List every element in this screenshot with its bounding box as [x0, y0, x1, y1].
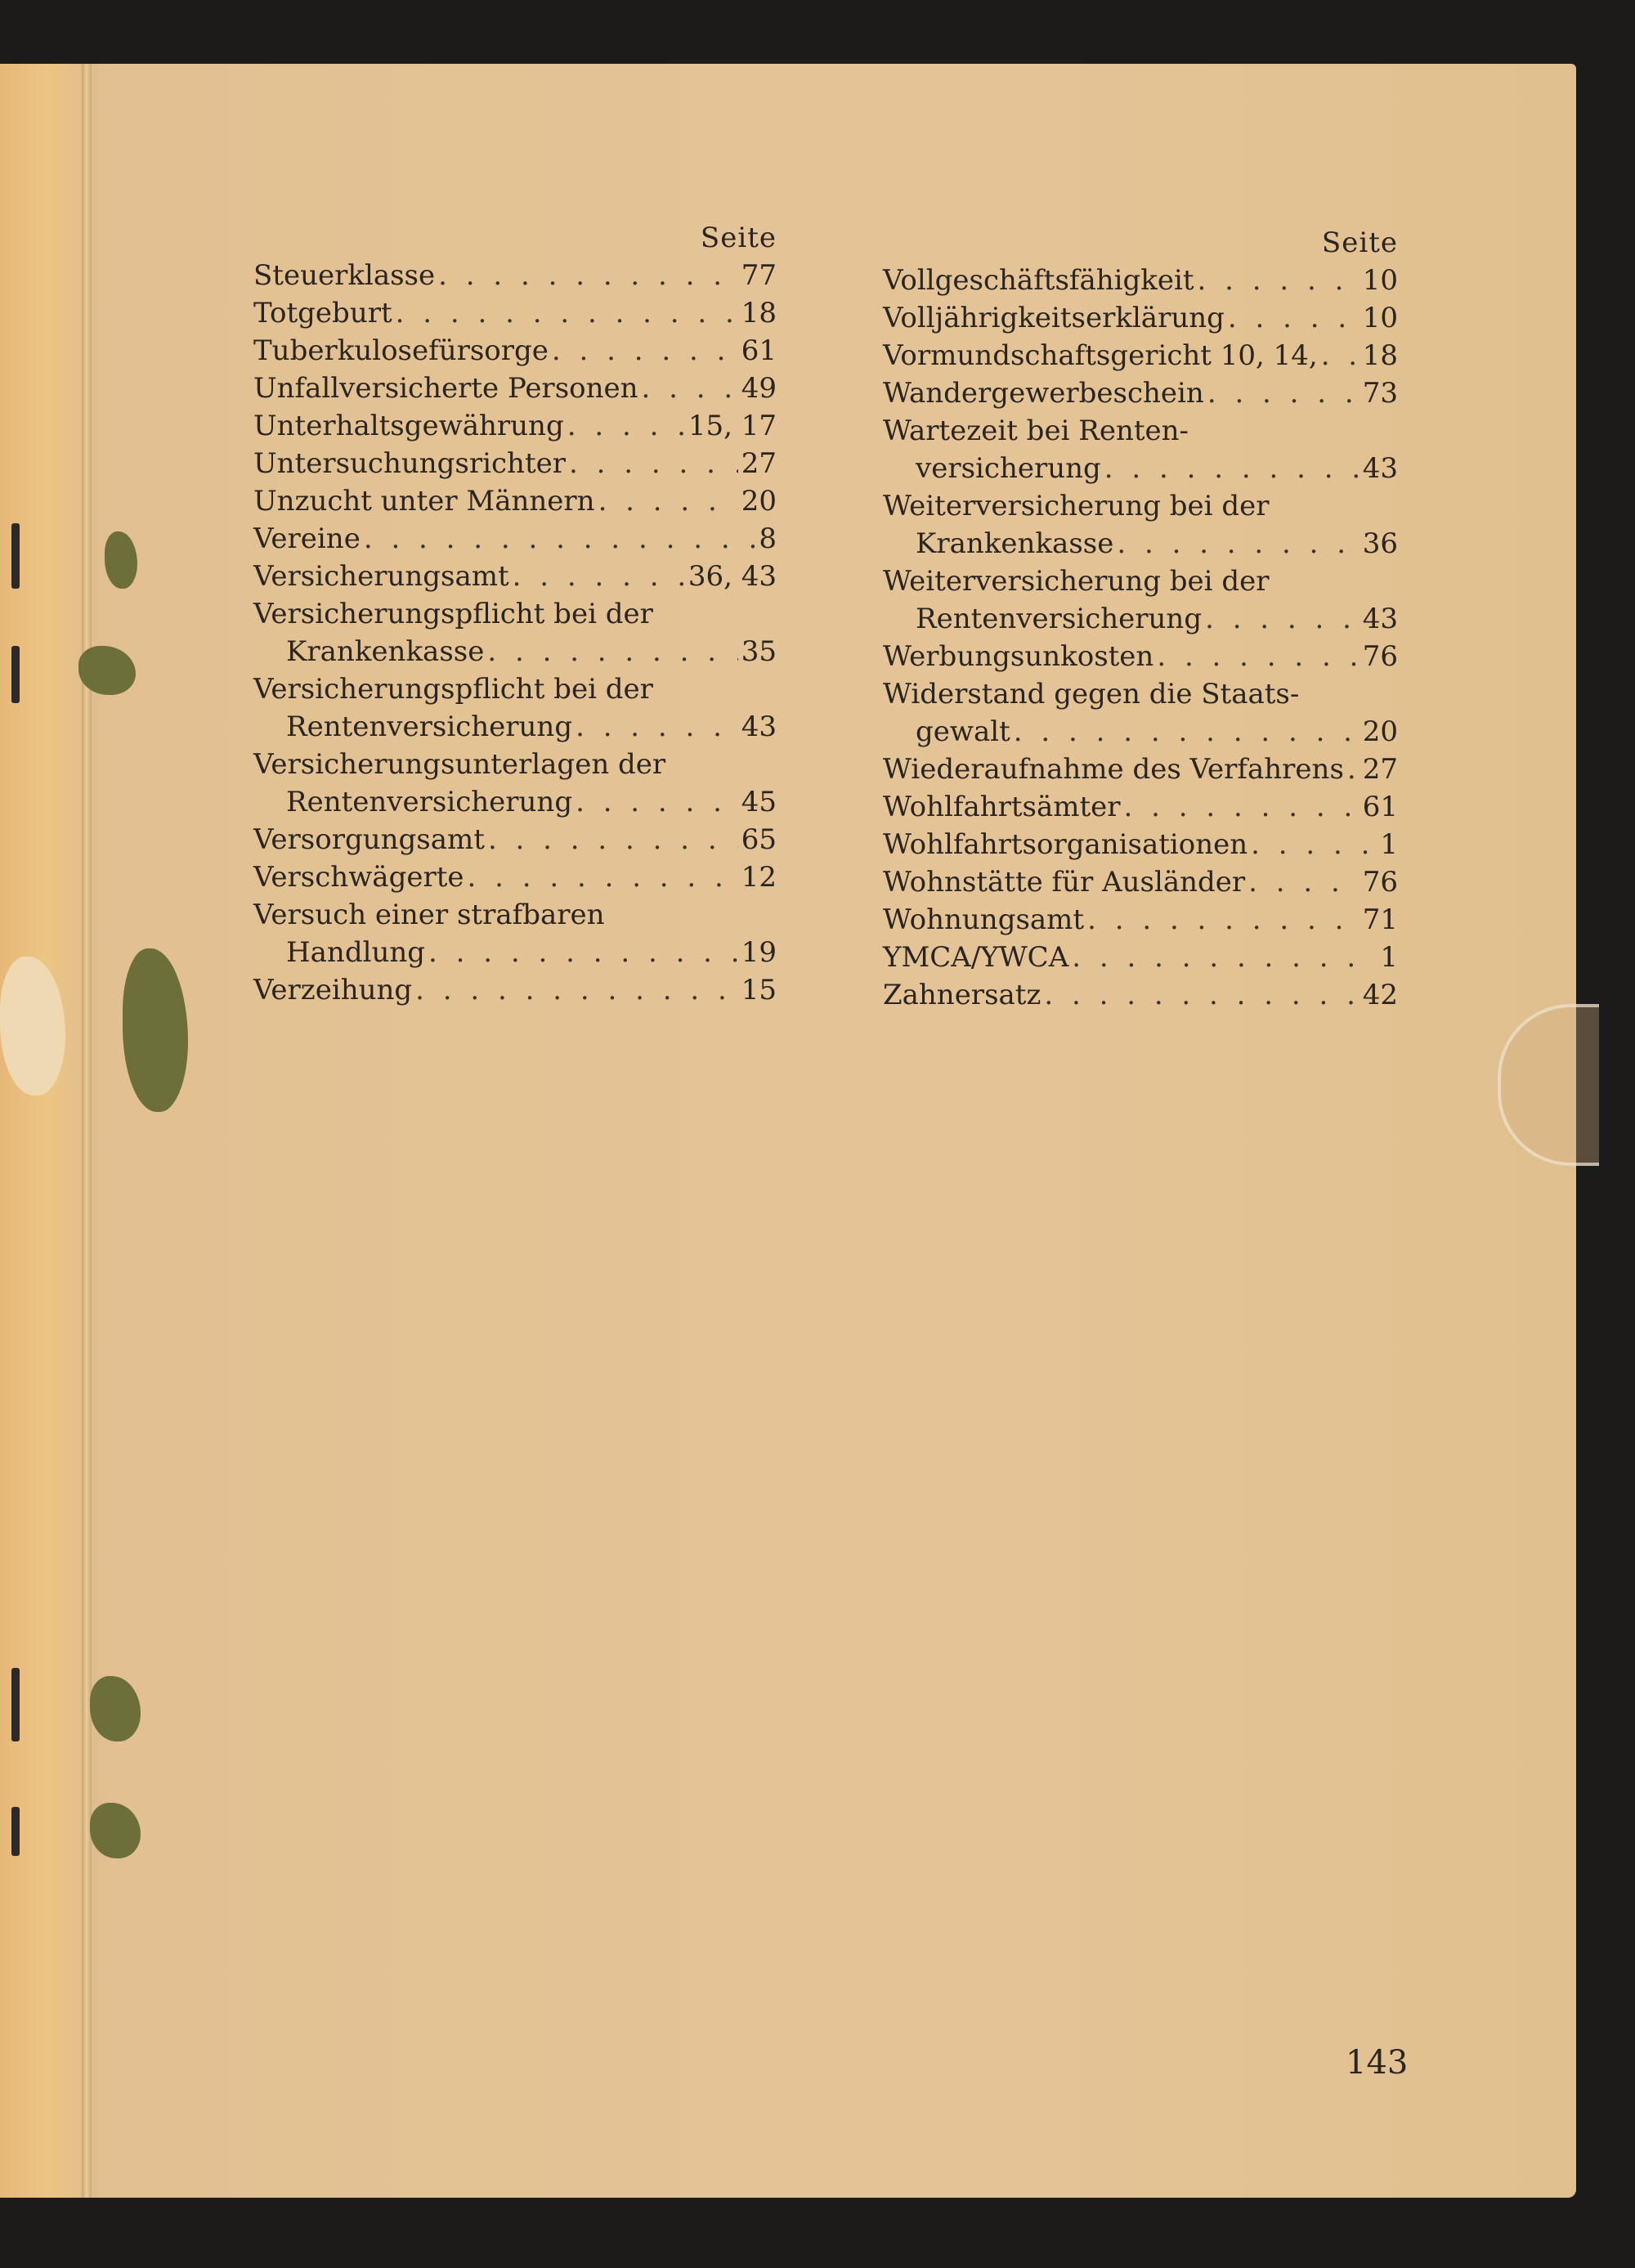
book-gutter	[82, 64, 92, 2198]
dot-leader	[1087, 901, 1360, 939]
dot-leader	[567, 407, 685, 445]
index-entry	[253, 407, 777, 445]
index-entry	[253, 520, 777, 558]
index-term: Werbungsunkosten	[883, 640, 1154, 673]
dot-leader	[1205, 600, 1360, 638]
index-entry	[253, 595, 777, 670]
dot-leader	[1228, 299, 1360, 337]
index-entry	[883, 299, 1398, 337]
page-number: 143	[1346, 2044, 1409, 2082]
binding-stitch	[11, 523, 20, 589]
index-term: Versicherungspflicht bei der	[253, 673, 653, 706]
dot-leader	[487, 633, 737, 670]
index-entry	[883, 563, 1398, 638]
index-entry	[883, 374, 1398, 412]
index-entry	[883, 337, 1398, 374]
index-term-continued: versicherung	[916, 452, 1101, 485]
index-entry	[883, 638, 1398, 675]
index-term-continued: Handlung	[286, 936, 426, 969]
page-reference: 12	[741, 861, 777, 894]
index-entry	[883, 487, 1398, 563]
dot-leader	[1207, 374, 1360, 412]
index-term: Versicherungspflicht bei der	[253, 598, 653, 630]
index-entry	[883, 262, 1398, 299]
page-reference: 45	[741, 786, 777, 818]
binding-stitch	[11, 646, 20, 703]
page-reference: 73	[1362, 377, 1398, 410]
index-entry	[253, 482, 777, 520]
index-term-continued: Rentenversicherung	[286, 786, 573, 818]
index-term-continued: Krankenkasse	[916, 527, 1114, 560]
page-reference: 27	[1362, 753, 1398, 786]
page-reference: 19	[741, 936, 777, 969]
page-reference: 18	[1362, 339, 1398, 372]
dot-leader	[1124, 788, 1360, 826]
index-column-left	[253, 219, 777, 1009]
binding-stitch	[11, 1668, 20, 1741]
page-reference: 42	[1362, 979, 1398, 1011]
index-term: Unterhaltsgewährung	[253, 410, 564, 442]
page-reference: 43	[1362, 452, 1398, 485]
index-term: Volljährigkeitserklärung	[883, 302, 1225, 334]
index-term: Widerstand gegen die Staats-	[883, 678, 1300, 710]
index-term: Unfallversicherte Personen	[253, 372, 638, 405]
dot-leader	[576, 783, 738, 821]
index-term: Wiederaufnahme des Verfahrens	[883, 753, 1344, 786]
dot-leader	[428, 934, 738, 971]
index-entry	[253, 294, 777, 332]
index-entry	[253, 858, 777, 896]
dot-leader	[513, 558, 685, 595]
index-term: Versicherungsamt	[253, 560, 509, 593]
index-term-continued: Rentenversicherung	[286, 710, 573, 743]
page-reference: 1	[1380, 941, 1398, 974]
index-term: Wohlfahrtsämter	[883, 791, 1121, 823]
dot-leader	[642, 370, 738, 407]
index-column-right	[883, 224, 1398, 1014]
dot-leader	[1248, 863, 1360, 901]
index-term: Versorgungsamt	[253, 823, 485, 856]
index-entry	[253, 821, 777, 858]
dot-leader	[1104, 450, 1360, 487]
index-term: Totgeburt	[253, 297, 392, 329]
dot-leader	[415, 971, 738, 1009]
page-reference: 49	[741, 372, 777, 405]
dot-leader	[1117, 525, 1359, 563]
page-reference: 8	[759, 522, 777, 555]
index-term-continued: Krankenkasse	[286, 635, 485, 668]
dot-leader	[364, 520, 756, 558]
index-term: Zahnersatz	[883, 979, 1041, 1011]
dot-leader	[396, 294, 738, 332]
index-term: Verzeihung	[253, 974, 413, 1006]
page-reference: 43	[1362, 603, 1398, 635]
page-reference: 76	[1362, 866, 1398, 899]
index-term: Wohnstätte für Ausländer	[883, 866, 1246, 899]
index-entry	[883, 901, 1398, 939]
dot-leader	[1157, 638, 1359, 675]
index-entry	[253, 896, 777, 971]
page-reference: 27	[741, 447, 777, 480]
page-reference: 15, 17	[688, 410, 777, 442]
index-term: Wartezeit bei Renten-	[883, 415, 1189, 447]
page-reference: 18	[741, 297, 777, 329]
page-reference: 43	[741, 710, 777, 743]
dot-leader	[1321, 337, 1360, 374]
index-term-continued: Rentenversicherung	[916, 603, 1203, 635]
index-entry-list	[253, 257, 777, 1009]
dot-leader	[1044, 976, 1359, 1014]
index-term: Weiterversicherung bei der	[883, 565, 1270, 598]
index-entry	[253, 971, 777, 1009]
index-term: Steuerklasse	[253, 259, 436, 292]
dot-leader	[1198, 262, 1360, 299]
page-reference: 65	[741, 823, 777, 856]
index-entry	[883, 976, 1398, 1014]
page-reference: 35	[741, 635, 777, 668]
index-entry	[253, 445, 777, 482]
column-header: Seite	[700, 222, 777, 254]
index-entry	[883, 751, 1398, 788]
index-term: Weiterversicherung bei der	[883, 490, 1270, 522]
index-term: Vollgeschäftsfähigkeit	[883, 264, 1194, 297]
binding-stitch	[11, 1807, 20, 1856]
index-entry	[883, 939, 1398, 976]
index-term: Versuch einer strafbaren	[253, 899, 605, 931]
dot-leader	[1347, 751, 1360, 788]
page-reference: 15	[741, 974, 777, 1006]
index-term: Verschwägerte	[253, 861, 464, 894]
index-entry	[883, 826, 1398, 863]
page-reference: 71	[1362, 903, 1398, 936]
index-term: Vormundschaftsgericht 10, 14,	[883, 339, 1318, 372]
page-reference: 36, 43	[688, 560, 777, 593]
index-term: Vereine	[253, 522, 361, 555]
page-reference: 10	[1362, 264, 1398, 297]
index-entry	[253, 746, 777, 821]
page-reference: 61	[741, 334, 777, 367]
dot-leader	[488, 821, 738, 858]
page-reference: 20	[741, 485, 777, 518]
index-entry	[253, 670, 777, 746]
page-reference: 61	[1362, 791, 1398, 823]
index-entry	[253, 558, 777, 595]
page-reference: 10	[1362, 302, 1398, 334]
index-entry	[883, 412, 1398, 487]
dot-leader	[598, 482, 738, 520]
page-reference: 36	[1362, 527, 1398, 560]
index-entry	[883, 788, 1398, 826]
index-term-continued: gewalt	[916, 715, 1010, 748]
page-reference: 77	[741, 259, 777, 292]
page-reference: 76	[1362, 640, 1398, 673]
dot-leader	[468, 858, 738, 896]
index-term: Versicherungsunterlagen der	[253, 748, 666, 781]
dot-leader	[576, 708, 738, 746]
page-reference: 1	[1380, 828, 1398, 861]
dot-leader	[552, 332, 738, 370]
dot-leader	[1014, 713, 1360, 751]
dot-leader	[569, 445, 738, 482]
dot-leader	[438, 257, 738, 294]
index-entry-list	[883, 262, 1398, 1014]
index-term: Wohnungsamt	[883, 903, 1085, 936]
index-term: YMCA/YWCA	[883, 941, 1069, 974]
index-term: Unzucht unter Männern	[253, 485, 595, 518]
index-term: Wandergewerbeschein	[883, 377, 1204, 410]
index-entry	[253, 370, 777, 407]
page-reference: 20	[1362, 715, 1398, 748]
index-entry	[253, 257, 777, 294]
index-entry	[883, 863, 1398, 901]
index-entry	[253, 332, 777, 370]
dot-leader	[1072, 939, 1377, 976]
index-entry	[883, 675, 1398, 751]
index-term: Untersuchungsrichter	[253, 447, 566, 480]
column-header: Seite	[1321, 226, 1398, 259]
index-term: Wohlfahrtsorganisationen	[883, 828, 1248, 861]
index-term: Tuberkulosefürsorge	[253, 334, 549, 367]
dot-leader	[1251, 826, 1377, 863]
